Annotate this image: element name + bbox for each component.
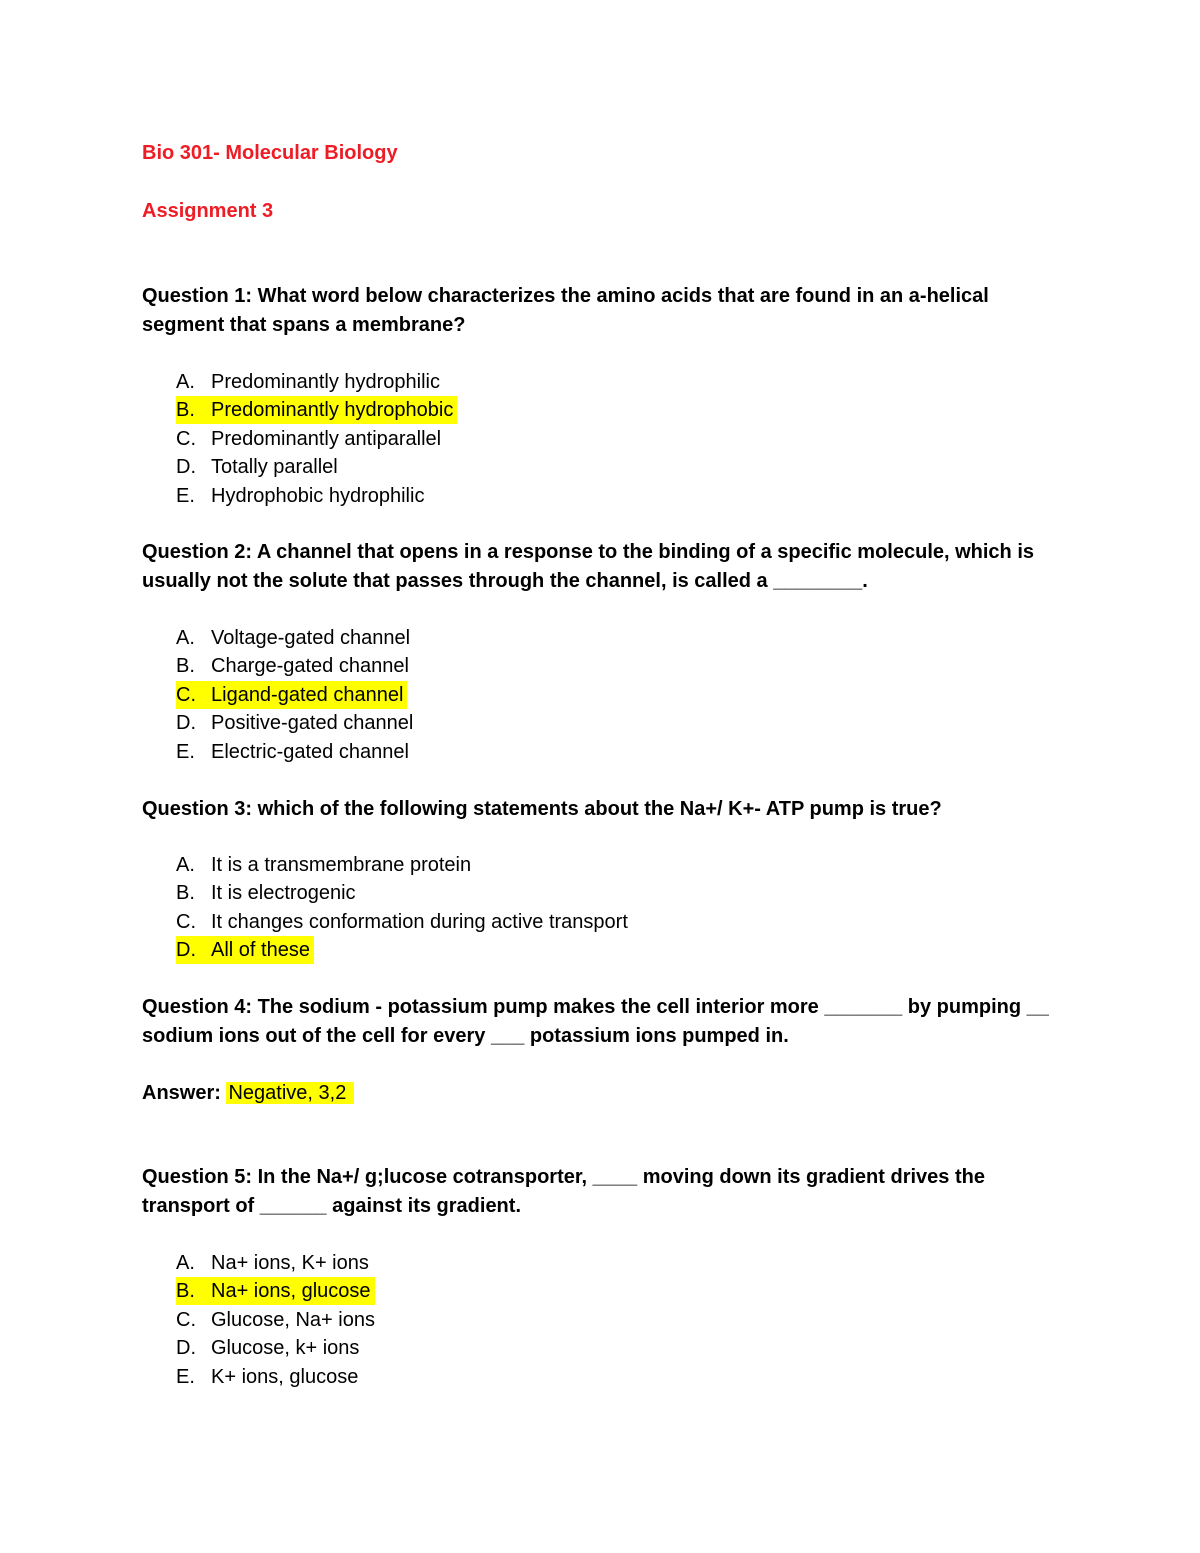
option-letter: D. xyxy=(176,939,196,962)
course-title: Bio 301- Molecular Biology xyxy=(142,142,398,164)
question-label: Question 3: xyxy=(142,798,253,820)
answer-option xyxy=(176,738,417,766)
option-content xyxy=(176,453,342,481)
highlighted-option xyxy=(176,936,314,964)
option-letter: C. xyxy=(176,1308,196,1331)
answer-option xyxy=(176,453,457,481)
answer-option xyxy=(176,1334,379,1362)
option-content xyxy=(176,1249,373,1277)
option-letter: D. xyxy=(176,456,196,479)
answer-option xyxy=(176,482,457,510)
option-letter: C. xyxy=(176,427,196,450)
option-letter: E. xyxy=(176,740,195,763)
option-text: It changes conformation during active transport xyxy=(211,910,628,933)
highlighted-option xyxy=(176,681,407,709)
option-letter: A. xyxy=(176,1252,195,1274)
highlighted-option xyxy=(176,396,457,424)
answer-option xyxy=(176,936,632,964)
answer-option xyxy=(176,1306,379,1334)
answer-option xyxy=(176,879,632,907)
option-text: It is a transmembrane protein xyxy=(211,854,472,876)
answer-option xyxy=(176,681,417,709)
option-letter: A. xyxy=(176,854,195,876)
option-content xyxy=(176,1363,362,1391)
highlighted-option xyxy=(176,1277,375,1305)
answer-option xyxy=(176,396,457,424)
option-text: Glucose, Na+ ions xyxy=(211,1308,375,1331)
option-letter: E. xyxy=(176,484,195,507)
option-text: K+ ions, glucose xyxy=(211,1365,359,1388)
question-label: Question 5: xyxy=(142,1166,253,1188)
option-text: Glucose, k+ ions xyxy=(211,1337,360,1360)
option-letter: B. xyxy=(176,1280,195,1303)
question-2 xyxy=(142,538,1067,596)
option-letter: D. xyxy=(176,712,196,735)
option-letter: C. xyxy=(176,683,196,706)
answer-option xyxy=(176,1363,379,1391)
option-text: Charge-gated channel xyxy=(211,655,409,678)
answer-option xyxy=(176,624,417,652)
answer-option xyxy=(176,851,632,879)
option-letter: D. xyxy=(176,1337,196,1360)
option-letter: A. xyxy=(176,371,195,393)
option-letter: E. xyxy=(176,1365,195,1388)
question-text: which of the following statements about the Na+/ K+- ATP pump is true? xyxy=(257,798,942,820)
answer-option xyxy=(176,368,457,396)
answer-option xyxy=(176,1249,379,1277)
option-text: Hydrophobic hydrophilic xyxy=(211,484,425,507)
option-text: Totally parallel xyxy=(211,456,338,479)
option-text: Electric-gated channel xyxy=(211,740,409,763)
option-text: Predominantly hydrophobic xyxy=(211,399,454,422)
question-label: Question 4: xyxy=(142,996,253,1018)
answer-option xyxy=(176,652,417,680)
question-text: What word below characterizes the amino acids that are found in an a-helical segment that spans a membrane? xyxy=(142,285,989,336)
answer-option xyxy=(176,1277,379,1305)
option-text: All of these xyxy=(211,939,310,962)
option-letter: B. xyxy=(176,882,195,905)
option-text: Voltage-gated channel xyxy=(211,627,411,649)
option-content xyxy=(176,652,413,680)
option-text: Predominantly antiparallel xyxy=(211,427,442,450)
option-content xyxy=(176,1334,363,1362)
question-label: Question 1: xyxy=(142,285,253,307)
question-5 xyxy=(142,1163,1067,1221)
option-content xyxy=(176,851,475,879)
option-text: Na+ ions, glucose xyxy=(211,1280,371,1303)
question-3-options xyxy=(176,851,632,965)
question-1 xyxy=(142,282,1067,340)
question-4-answer xyxy=(142,1079,354,1107)
option-text: It is electrogenic xyxy=(211,882,356,905)
option-letter: B. xyxy=(176,399,195,422)
question-label: Question 2: xyxy=(142,541,253,563)
assignment-title: Assignment 3 xyxy=(142,200,274,222)
question-text: In the Na+/ g;lucose cotransporter, ____ moving down its gradient drives the transport of ______ against its gradient. xyxy=(142,1166,985,1217)
option-text: Ligand-gated channel xyxy=(211,683,404,706)
option-content xyxy=(176,908,632,936)
option-text: Positive-gated channel xyxy=(211,712,414,735)
question-4 xyxy=(142,993,1067,1051)
answer-option xyxy=(176,908,632,936)
question-5-options xyxy=(176,1249,379,1391)
option-content xyxy=(176,368,444,396)
answer-option xyxy=(176,709,417,737)
question-1-options xyxy=(176,368,457,510)
answer-option xyxy=(176,425,457,453)
option-letter: A. xyxy=(176,627,195,649)
answer-label: Answer: xyxy=(142,1082,221,1104)
question-3 xyxy=(142,795,1067,824)
option-letter: B. xyxy=(176,655,195,678)
answer-text: Negative, 3,2 xyxy=(226,1082,354,1104)
option-content xyxy=(176,482,428,510)
option-text: Na+ ions, K+ ions xyxy=(211,1252,369,1274)
option-letter: C. xyxy=(176,910,196,933)
option-content xyxy=(176,624,414,652)
option-content xyxy=(176,1306,379,1334)
question-text: A channel that opens in a response to the binding of a specific molecule, which is usually not the solute that passes through the channel, is called a ________. xyxy=(142,541,1035,592)
option-text: Predominantly hydrophilic xyxy=(211,371,441,393)
option-content xyxy=(176,425,445,453)
question-text: The sodium - potassium pump makes the cell interior more _______ by pumping __ sodium ions out of the cell for every ___ potassium ions pumped in. xyxy=(142,996,1049,1047)
option-content xyxy=(176,738,413,766)
option-content xyxy=(176,879,360,907)
option-content xyxy=(176,709,417,737)
question-2-options xyxy=(176,624,417,766)
